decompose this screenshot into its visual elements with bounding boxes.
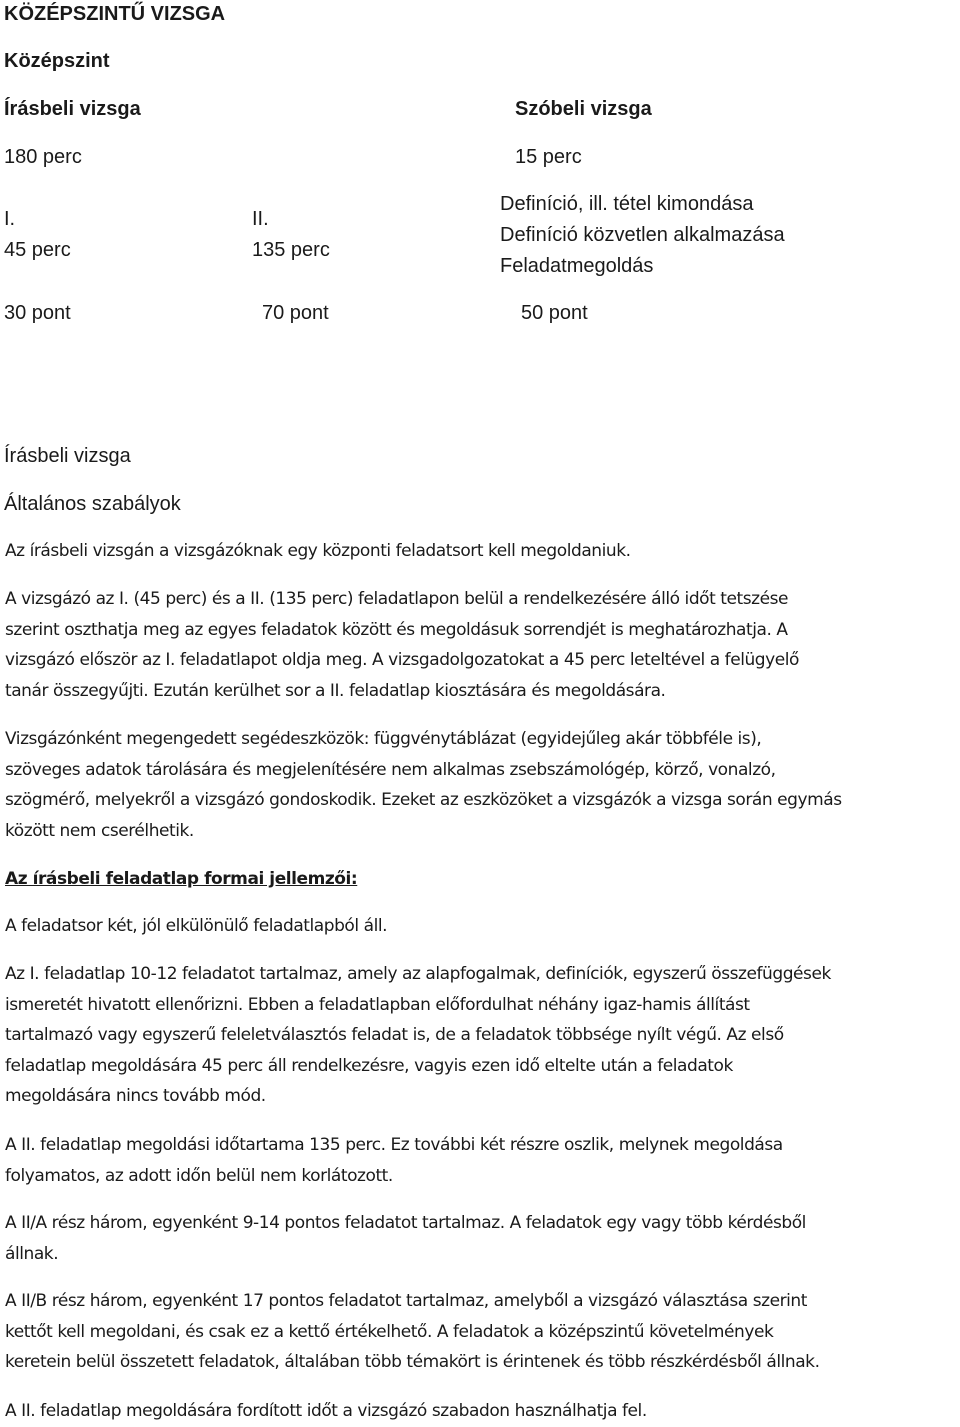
text-line: megoldására nincs tovább mód. [5, 1086, 266, 1106]
paragraph-part-2b [5, 1286, 959, 1378]
written-exam-duration: 180 perc [4, 146, 82, 168]
paragraph-two-sheets: A feladatsor két, jól elkülönülő feladatlapból áll. [5, 916, 388, 936]
text-line: állnak. [5, 1243, 59, 1264]
features-heading: Az írásbeli feladatlap formai jellemzői: [5, 869, 358, 889]
paragraph-sheet-one [5, 959, 959, 1112]
oral-item: Feladatmegoldás [500, 255, 654, 277]
text-line: feladatlap megoldására 45 perc áll rendelkezésre, vagyis ezen idő eltelte után a feladatok [5, 1055, 733, 1076]
paragraph-part-2a [5, 1208, 959, 1269]
text-line: kettőt kell megoldani, és csak ez a kettő értékelhető. A feladatok a középszintű követelmények [5, 1321, 774, 1342]
text-line: Vizsgázónként megengedett segédeszközök: függvénytáblázat (egyidejűleg akár többféle is), [5, 729, 762, 749]
part2-label: II. [252, 208, 269, 230]
paragraph-central-task: Az írásbeli vizsgán a vizsgázóknak egy központi feladatsort kell megoldaniuk. [5, 541, 631, 561]
oral-exam-heading: Szóbeli vizsga [515, 98, 652, 120]
text-line: Az I. feladatlap 10-12 feladatot tartalmaz, amely az alapfogalmak, definíciók, egyszerű összefüggések [5, 964, 831, 984]
text-line: A II/B rész három, egyenként 17 pontos feladatot tartalmaz, amelyből a vizsgázó választása szerint [5, 1291, 807, 1311]
text-line: folyamatos, az adott időn belül nem korlátozott. [5, 1165, 393, 1186]
text-line: szöveges adatok tárolására és megjelenítésére nem alkalmas zsebszámológép, körző, vonalzó, [5, 759, 776, 780]
text-line: vizsgázó először az I. feladatlapot oldja meg. A vizsgadolgozatokat a 45 perc leteltével a felügyelő [5, 650, 799, 670]
text-line: A II/A rész három, egyenként 9-14 pontos feladatot tartalmaz. A feladatok egy vagy több kérdésből [5, 1213, 806, 1233]
text-line: tartalmazó vagy egyszerű feleletválasztós feladat is, de a feladatok többsége nyílt végű. Az első [5, 1025, 784, 1045]
text-line: szögmérő, melyekről a vizsgázó gondoskodik. Ezeket az eszközöket a vizsgázók a vizsga során egymás [5, 790, 842, 810]
oral-points: 50 pont [521, 302, 588, 324]
oral-item: Definíció közvetlen alkalmazása [500, 224, 785, 246]
text-line: szerint oszthatja meg az egyes feladatok között és megoldásuk sorrendjét is meghatározhatja. A [5, 619, 788, 640]
part1-label: I. [4, 208, 16, 230]
part2-points: 70 pont [262, 302, 329, 324]
oral-exam-duration: 15 perc [515, 146, 582, 168]
text-line: keretein belül összetett feladatok, általában több témakört is érintenek és több részkérdésből állnak. [5, 1352, 820, 1372]
oral-item: Definíció, ill. tétel kimondása [500, 193, 754, 215]
text-line: tanár összegyűjti. Ezután kerülhet sor a II. feladatlap kiosztására és megoldására. [5, 680, 666, 701]
written-exam-heading: Írásbeli vizsga [4, 98, 141, 120]
text-line: A vizsgázó az I. (45 perc) és a II. (135 perc) feladatlapon belül a rendelkezésére álló időt tetszése [5, 589, 789, 609]
paragraph-time-usage: A II. feladatlap megoldására fordított időt a vizsgázó szabadon használhatja fel. [5, 1401, 647, 1421]
section-title: Írásbeli vizsga [4, 445, 131, 467]
part1-points: 30 pont [4, 302, 71, 324]
part2-duration: 135 perc [252, 239, 330, 261]
part1-duration: 45 perc [4, 239, 71, 261]
page-title: KÖZÉPSZINTŰ VIZSGA [4, 3, 226, 25]
text-line: A II. feladatlap megoldási időtartama 135 perc. Ez további két részre oszlik, melynek megoldása [5, 1135, 783, 1155]
paragraph-time-allocation [5, 584, 959, 706]
text-line: ismeretét hivatott ellenőrizni. Ebben a feladatlapban előfordulhat néhány igaz-hamis állítást [5, 994, 750, 1015]
level-heading: Középszint [4, 50, 110, 72]
text-line: között nem cserélhetik. [5, 820, 194, 841]
paragraph-allowed-tools [5, 724, 959, 846]
section-subtitle: Általános szabályok [4, 493, 181, 515]
paragraph-sheet-two [5, 1130, 959, 1191]
